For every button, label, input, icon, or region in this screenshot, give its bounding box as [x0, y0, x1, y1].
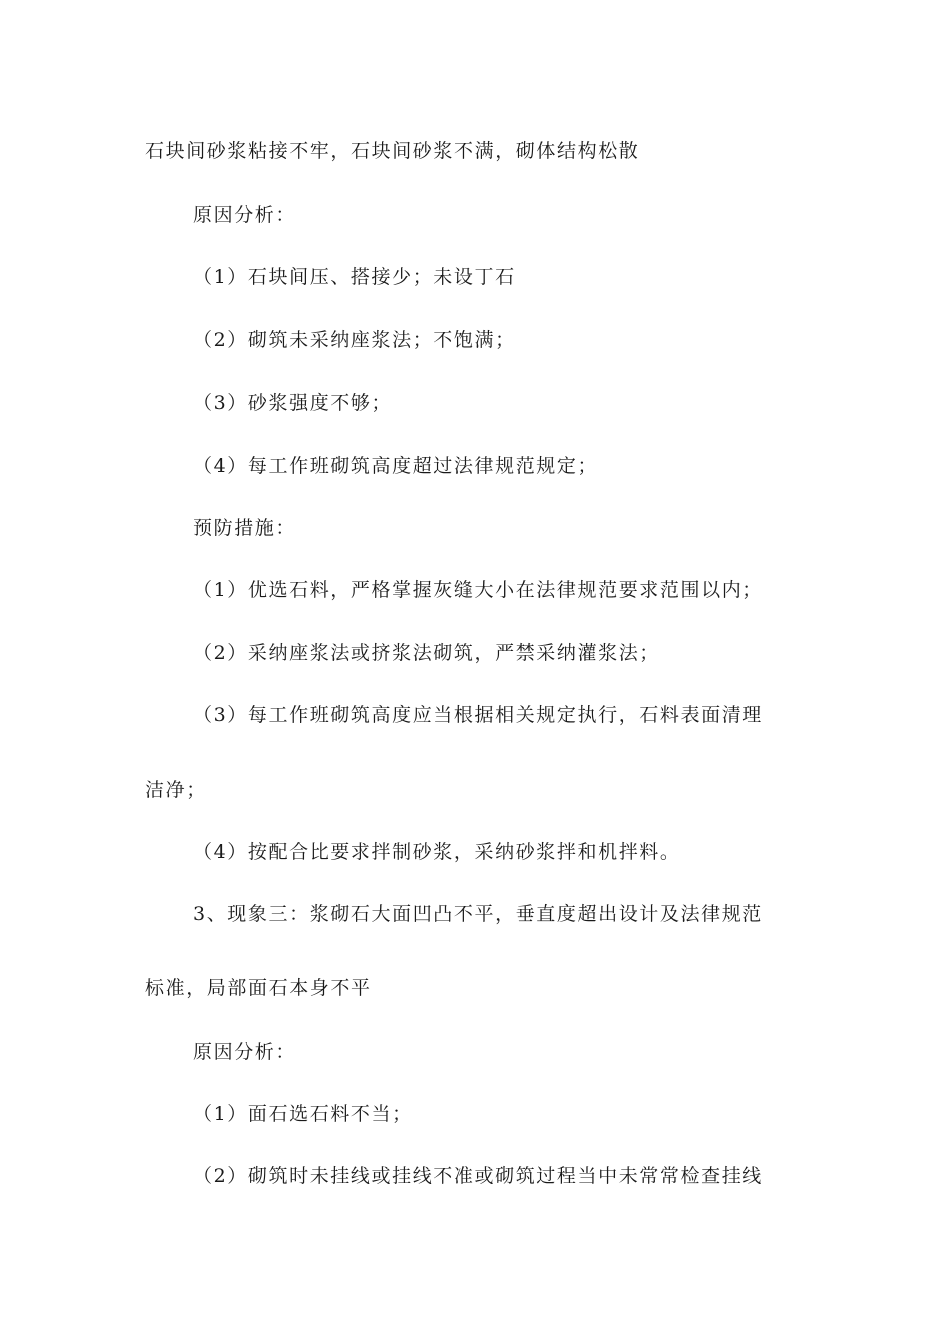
list-item: （1）石块间压、搭接少；未设丁石: [193, 266, 516, 288]
list-item: （2）砌筑未采纳座浆法；不饱满；: [193, 329, 516, 351]
list-item: （1）面石选石料不当；: [193, 1103, 413, 1125]
section-heading: 原因分析：: [193, 204, 297, 226]
section-heading: 预防措施：: [193, 517, 297, 539]
list-item: （1）优选石料，严格掌握灰缝大小在法律规范要求范围以内；: [193, 579, 763, 601]
list-item: （4）每工作班砌筑高度超过法律规范规定；: [193, 455, 599, 477]
list-item: （2）砌筑时未挂线或挂线不准或砌筑过程当中未常常检查挂线: [193, 1165, 763, 1187]
paragraph-line: 洁净；: [145, 779, 207, 801]
list-item: （3）砂浆强度不够；: [193, 392, 393, 414]
section-heading: 原因分析：: [193, 1041, 297, 1063]
paragraph-line: 3、现象三：浆砌石大面凹凸不平，垂直度超出设计及法律规范: [193, 903, 763, 925]
list-item: （3）每工作班砌筑高度应当根据相关规定执行，石料表面清理: [193, 704, 763, 726]
list-item: （2）采纳座浆法或挤浆法砌筑，严禁采纳灌浆法；: [193, 642, 660, 664]
paragraph-line: 标准，局部面石本身不平: [145, 977, 372, 999]
list-item: （4）按配合比要求拌制砂浆，采纳砂浆拌和机拌料。: [193, 841, 681, 863]
paragraph-line: 石块间砂浆粘接不牢，石块间砂浆不满，砌体结构松散: [145, 140, 640, 162]
